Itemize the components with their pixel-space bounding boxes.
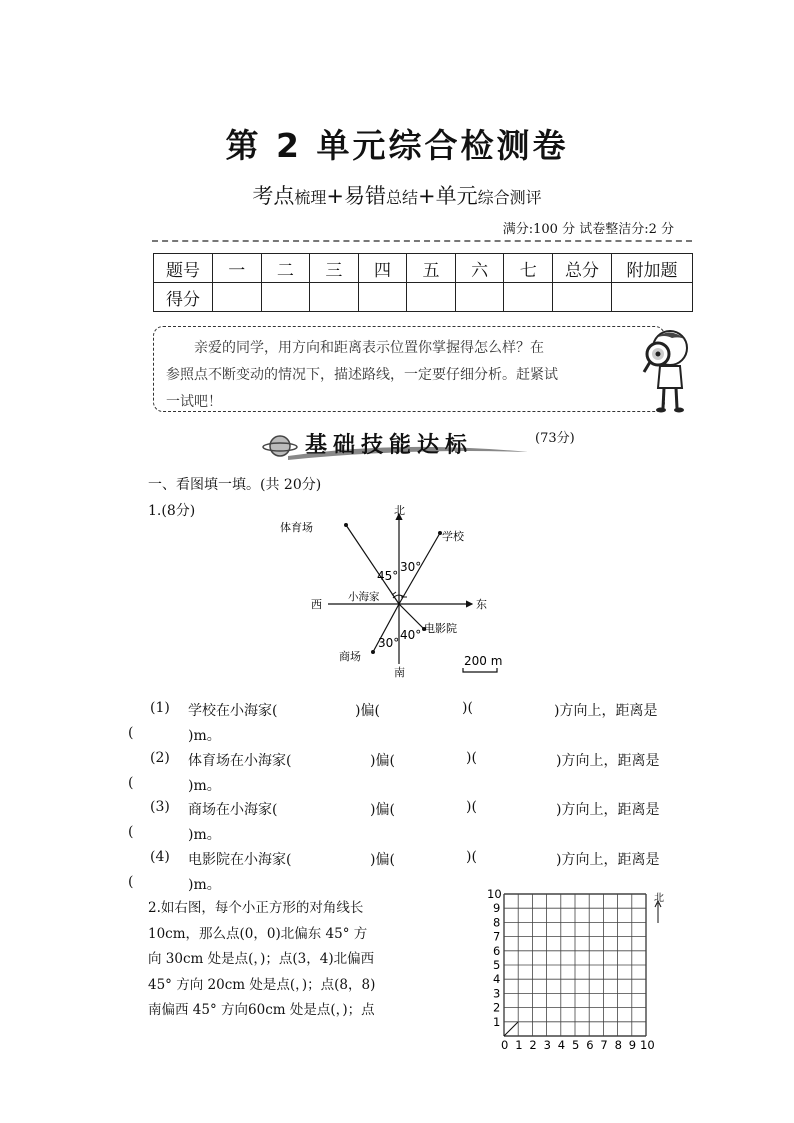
y-tick-label: 9	[493, 901, 501, 916]
school-label: 学校	[442, 530, 464, 543]
fill-question-cont: ( )m。	[128, 874, 221, 893]
question-2-text	[148, 896, 468, 1024]
x-tick-label: 9	[628, 1038, 637, 1052]
cinema-label: 电影院	[424, 622, 457, 635]
subtitle-part: 考点	[252, 184, 295, 208]
score-cell[interactable]	[310, 283, 359, 312]
subtitle-part: +单元	[418, 184, 478, 208]
text-line: 南偏西 45° 方向60cm 处是点(，)；点	[148, 1002, 375, 1018]
x-tick-label: 2	[529, 1038, 537, 1052]
table-header-cell: 附加题	[612, 254, 693, 283]
score-cell[interactable]	[612, 283, 693, 312]
table-row	[154, 254, 693, 283]
coordinate-grid	[480, 885, 680, 1055]
scale-bar	[463, 668, 497, 672]
east-label: 东	[476, 598, 487, 611]
angle-label: 30°	[378, 636, 400, 650]
x-tick-label: 10	[640, 1038, 655, 1052]
y-tick-label: 10	[487, 887, 502, 901]
section-title: 基础技能达标	[305, 433, 474, 458]
x-tick-label: 8	[614, 1038, 622, 1052]
fill-question-cont: ( )m。	[128, 775, 221, 794]
fill-question: (3) 商场在小海家( )偏( )( )方向上，距离是	[150, 799, 660, 818]
stadium-label: 体育场	[280, 521, 313, 534]
table-header-cell: 一	[213, 254, 262, 283]
score-cell[interactable]	[455, 283, 504, 312]
x-tick-label: 0	[501, 1038, 509, 1052]
y-tick-label: 1	[493, 1014, 501, 1029]
angle-label: 40°	[400, 628, 422, 642]
note-line: 一试吧！	[166, 394, 222, 410]
page-title: 第 2 单元综合检测卷	[225, 126, 569, 165]
x-tick-label: 1	[515, 1038, 523, 1052]
score-cell[interactable]	[553, 283, 612, 312]
text-line: 10cm，那么点(0，0)北偏东 45° 方	[148, 925, 368, 942]
score-cell[interactable]	[407, 283, 456, 312]
page-subtitle	[0, 180, 794, 210]
divider	[152, 240, 692, 242]
subtitle-part: 综合测评	[477, 188, 542, 207]
direction-map	[280, 500, 503, 680]
x-tick-label: 6	[586, 1038, 594, 1052]
angle-label: 45°	[377, 569, 399, 583]
score-table	[153, 253, 693, 312]
note-line: 参照点不断变动的情况下，描述路线，一定要仔细分析。赶紧试	[166, 367, 558, 383]
table-header-cell: 六	[455, 254, 504, 283]
score-cell[interactable]	[213, 283, 262, 312]
table-header-cell: 二	[261, 254, 310, 283]
fill-question-cont: ( )m。	[128, 725, 221, 744]
text-line: 45° 方向 20cm 处是点(，)；点(8，8)	[148, 976, 376, 993]
subtitle-part: 总结	[385, 188, 418, 207]
cinema-line	[399, 604, 424, 629]
north-label: 北	[654, 893, 664, 904]
score-cell[interactable]	[358, 283, 407, 312]
table-row	[154, 283, 693, 312]
scale-label: 200 m	[464, 654, 503, 668]
y-tick-label: 2	[493, 1000, 501, 1015]
west-label: 西	[311, 598, 322, 611]
section-score: (73分)	[535, 431, 575, 446]
north-label: 北	[394, 504, 405, 517]
table-header-cell: 三	[310, 254, 359, 283]
x-tick-label: 7	[600, 1038, 608, 1052]
x-tick-label: 4	[557, 1038, 566, 1052]
y-tick-label: 5	[493, 958, 501, 972]
y-tick-label: 6	[493, 943, 501, 958]
text-line: 向 30cm 处是点(，)；点(3，4)北偏西	[148, 951, 375, 967]
angle-label: 30°	[400, 560, 422, 574]
table-header-cell: 七	[504, 254, 553, 283]
center-label: 小海家	[348, 591, 380, 603]
y-tick-label: 3	[493, 986, 501, 1001]
table-header-cell: 总分	[553, 254, 612, 283]
y-tick-label: 7	[493, 929, 501, 944]
table-header-cell: 得分	[154, 283, 213, 312]
subtitle-part: +易错	[326, 184, 386, 208]
score-cell[interactable]	[504, 283, 553, 312]
fill-question-cont: ( )m。	[128, 824, 221, 843]
x-tick-label: 3	[543, 1038, 551, 1052]
score-info: 满分:100 分 试卷整洁分:2 分	[502, 222, 674, 237]
y-tick-label: 8	[493, 915, 501, 930]
question-label: 1.(8分)	[148, 503, 196, 519]
fill-question: (2) 体育场在小海家( )偏( )( )方向上，距离是	[150, 750, 660, 769]
note-line: 亲爱的同学，用方向和距离表示位置你掌握得怎么样？在	[194, 340, 544, 356]
table-header-cell: 五	[407, 254, 456, 283]
intro-note	[153, 326, 665, 412]
south-label: 南	[394, 666, 405, 679]
y-tick-label: 4	[493, 972, 501, 987]
question-heading: 一、看图填一填。(共 20分)	[148, 477, 322, 493]
mall-label: 商场	[339, 650, 361, 663]
fill-question: (4) 电影院在小海家( )偏( )( )方向上，距离是	[150, 849, 660, 868]
x-tick-label: 5	[572, 1038, 580, 1052]
detective-illustration	[636, 326, 696, 414]
score-cell[interactable]	[261, 283, 310, 312]
text-line: 2.如右图，每个小正方形的对角线长	[148, 900, 364, 916]
fill-question: (1) 学校在小海家( )偏( )( )方向上，距离是	[150, 700, 658, 719]
table-header-cell: 题号	[154, 254, 213, 283]
subtitle-part: 梳理	[294, 188, 327, 207]
table-header-cell: 四	[358, 254, 407, 283]
